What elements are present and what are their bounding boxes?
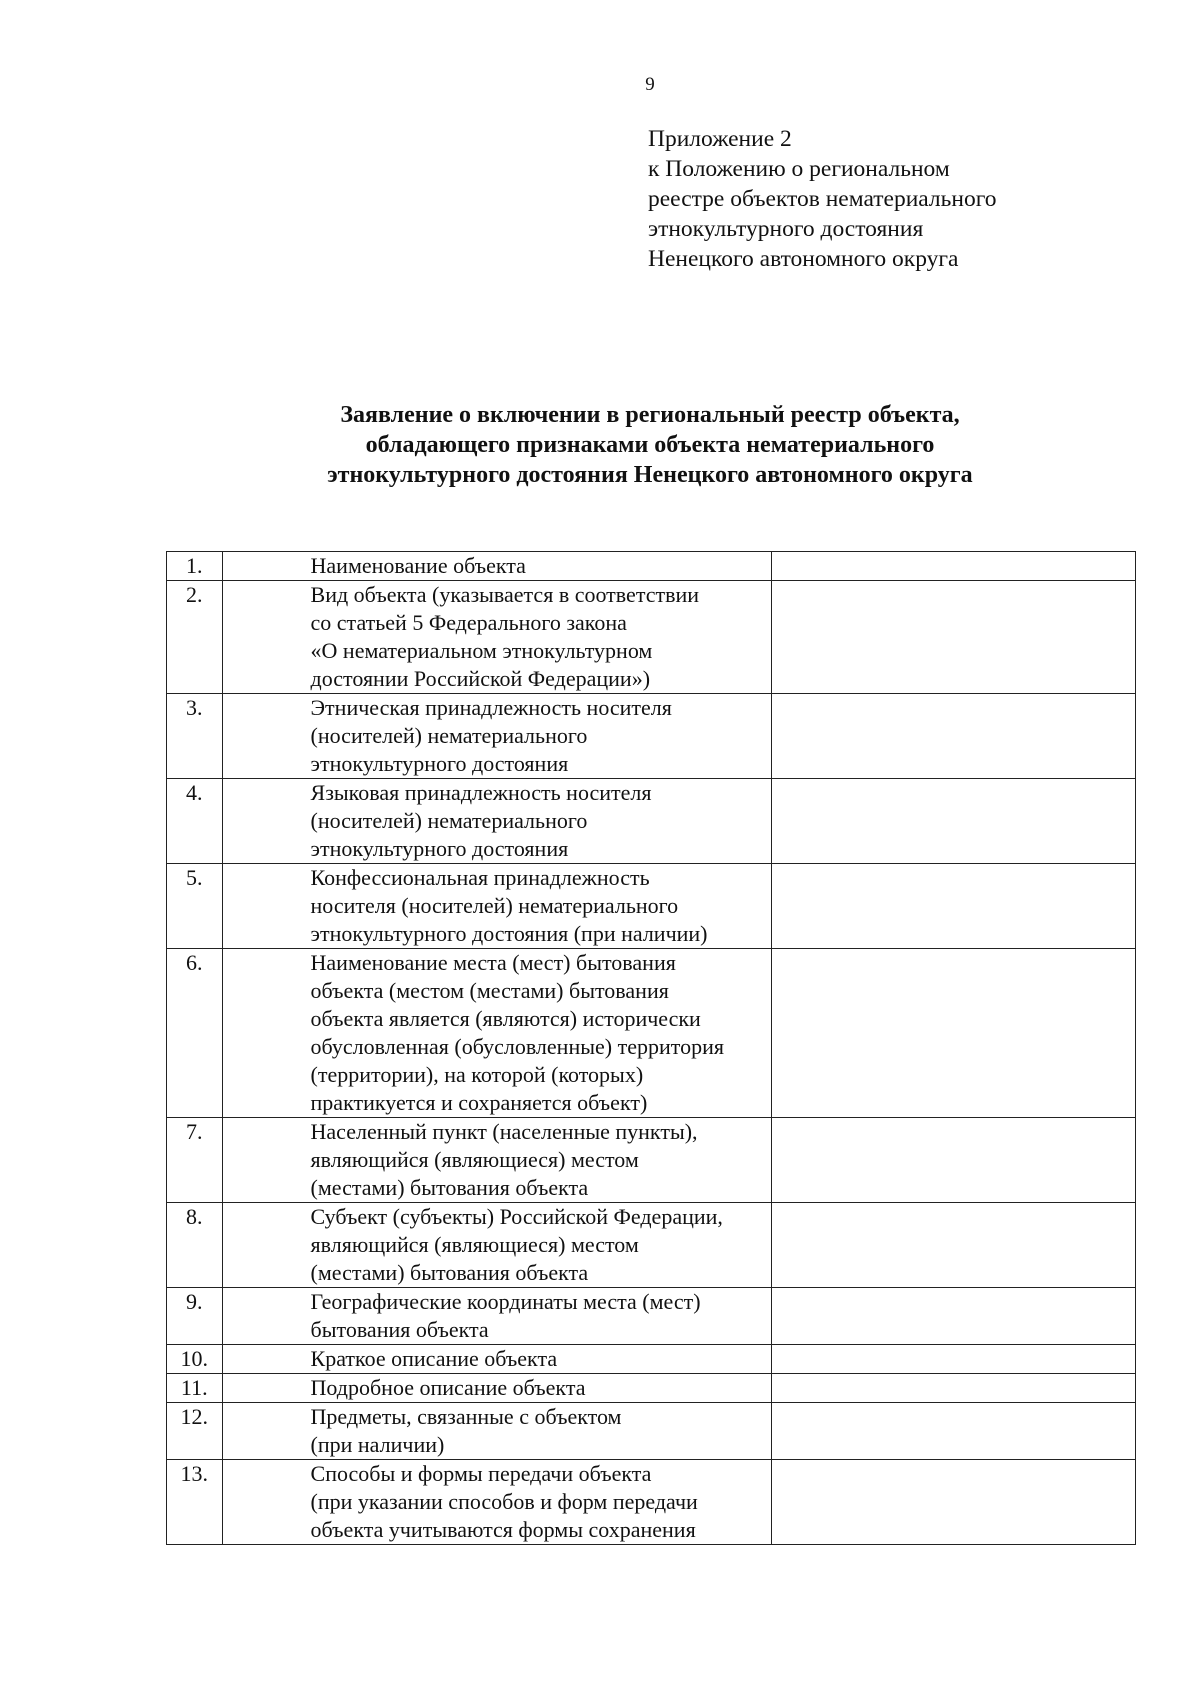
row-number: 2. [167,581,223,694]
table-row [167,1118,1136,1203]
row-value-field[interactable] [771,1118,1135,1203]
row-number: 5. [167,864,223,949]
row-label-line: Конфессиональная принадлежность [310,865,650,890]
row-label-line: (при указании способов и форм передачи [310,1489,698,1514]
row-label [222,1374,771,1403]
title-line: обладающего признаками объекта нематериального [365,432,935,458]
row-label-line: Краткое описание объекта [310,1346,558,1371]
row-number: 9. [167,1288,223,1345]
row-label [222,581,771,694]
row-label-line: Населенный пункт (населенные пункты), [310,1119,698,1144]
row-label-line: являющийся (являющиеся) местом [310,1232,639,1257]
row-label-line: объекта является (являются) исторически [310,1006,701,1031]
row-label-line: бытования объекта [310,1317,489,1342]
row-label-line: носителя (носителей) нематериального [310,893,679,918]
table-row [167,1345,1136,1374]
row-label-line: обусловленная (обусловленные) территория [310,1034,724,1059]
row-value-field[interactable] [771,1288,1135,1345]
row-label-line: достоянии Российской Федерации») [310,666,651,691]
row-value-field[interactable] [771,864,1135,949]
appendix-header [648,124,1088,274]
row-label [222,1403,771,1460]
title-line: этнокультурного достояния Ненецкого автономного округа [327,462,973,488]
row-label-line: этнокультурного достояния [310,751,569,776]
row-value-field[interactable] [771,1203,1135,1288]
appendix-line: Приложение 2 [648,126,792,152]
row-value-field[interactable] [771,949,1135,1118]
row-label [222,949,771,1118]
row-label [222,1203,771,1288]
row-number: 4. [167,779,223,864]
row-label [222,1345,771,1374]
row-label-line: (носителей) нематериального [310,808,588,833]
row-value-field[interactable] [771,1460,1135,1545]
row-label-line: (местами) бытования объекта [310,1260,589,1285]
application-form-table [166,551,1136,1545]
table-row [167,552,1136,581]
row-label-line: Подробное описание объекта [310,1375,586,1400]
row-label-line: объекта (местом (местами) бытования [310,978,669,1003]
row-label [222,1118,771,1203]
table-row [167,694,1136,779]
row-label-line: (местами) бытования объекта [310,1175,589,1200]
row-number: 8. [167,1203,223,1288]
table-row [167,949,1136,1118]
row-label-line: объекта учитываются формы сохранения [310,1517,696,1542]
row-number: 13. [167,1460,223,1545]
row-label-line: Этническая принадлежность носителя [310,695,672,720]
row-number: 7. [167,1118,223,1203]
table-row [167,779,1136,864]
row-label-line: Субъект (субъекты) Российской Федерации, [310,1204,723,1229]
table-row [167,1460,1136,1545]
row-number: 3. [167,694,223,779]
table-row [167,864,1136,949]
row-label [222,694,771,779]
row-label-line: являющийся (являющиеся) местом [310,1147,639,1172]
appendix-line: Ненецкого автономного округа [648,246,959,272]
row-label-line: (носителей) нематериального [310,723,588,748]
row-number: 11. [167,1374,223,1403]
appendix-line: к Положению о региональном [648,156,950,182]
appendix-line: этнокультурного достояния [648,216,924,242]
table-row [167,1403,1136,1460]
row-label-line: Наименование места (мест) бытования [310,950,676,975]
table-row [167,1288,1136,1345]
row-label-line: Предметы, связанные с объектом [310,1404,622,1429]
row-label [222,864,771,949]
row-label-line: Вид объекта (указывается в соответствии [310,582,700,607]
row-label-line: Наименование объекта [310,553,526,578]
row-value-field[interactable] [771,779,1135,864]
row-label-line: этнокультурного достояния [310,836,569,861]
row-value-field[interactable] [771,552,1135,581]
row-label-line: Языковая принадлежность носителя [310,780,652,805]
row-number: 10. [167,1345,223,1374]
row-label-line: Географические координаты места (мест) [310,1289,701,1314]
row-label-line: (территории), на которой (которых) [310,1062,644,1087]
table-row [167,581,1136,694]
row-number: 1. [167,552,223,581]
row-label [222,552,771,581]
row-value-field[interactable] [771,1345,1135,1374]
row-value-field[interactable] [771,1374,1135,1403]
row-label-line: со статьей 5 Федерального закона [310,610,627,635]
row-label-line: этнокультурного достояния (при наличии) [310,921,708,946]
document-title [150,400,1150,490]
row-label [222,1288,771,1345]
row-label [222,779,771,864]
row-label-line: Способы и формы передачи объекта [310,1461,652,1486]
row-value-field[interactable] [771,581,1135,694]
row-number: 12. [167,1403,223,1460]
row-label-line: практикуется и сохраняется объект) [310,1090,648,1115]
title-line: Заявление о включении в региональный реестр объекта, [340,402,960,428]
row-number: 6. [167,949,223,1118]
row-value-field[interactable] [771,694,1135,779]
table-row [167,1374,1136,1403]
row-label [222,1460,771,1545]
row-label-line: (при наличии) [310,1432,445,1457]
row-value-field[interactable] [771,1403,1135,1460]
page-number: 9 [645,74,655,95]
table-row [167,1203,1136,1288]
row-label-line: «О нематериальном этнокультурном [310,638,653,663]
appendix-line: реестре объектов нематериального [648,186,997,212]
